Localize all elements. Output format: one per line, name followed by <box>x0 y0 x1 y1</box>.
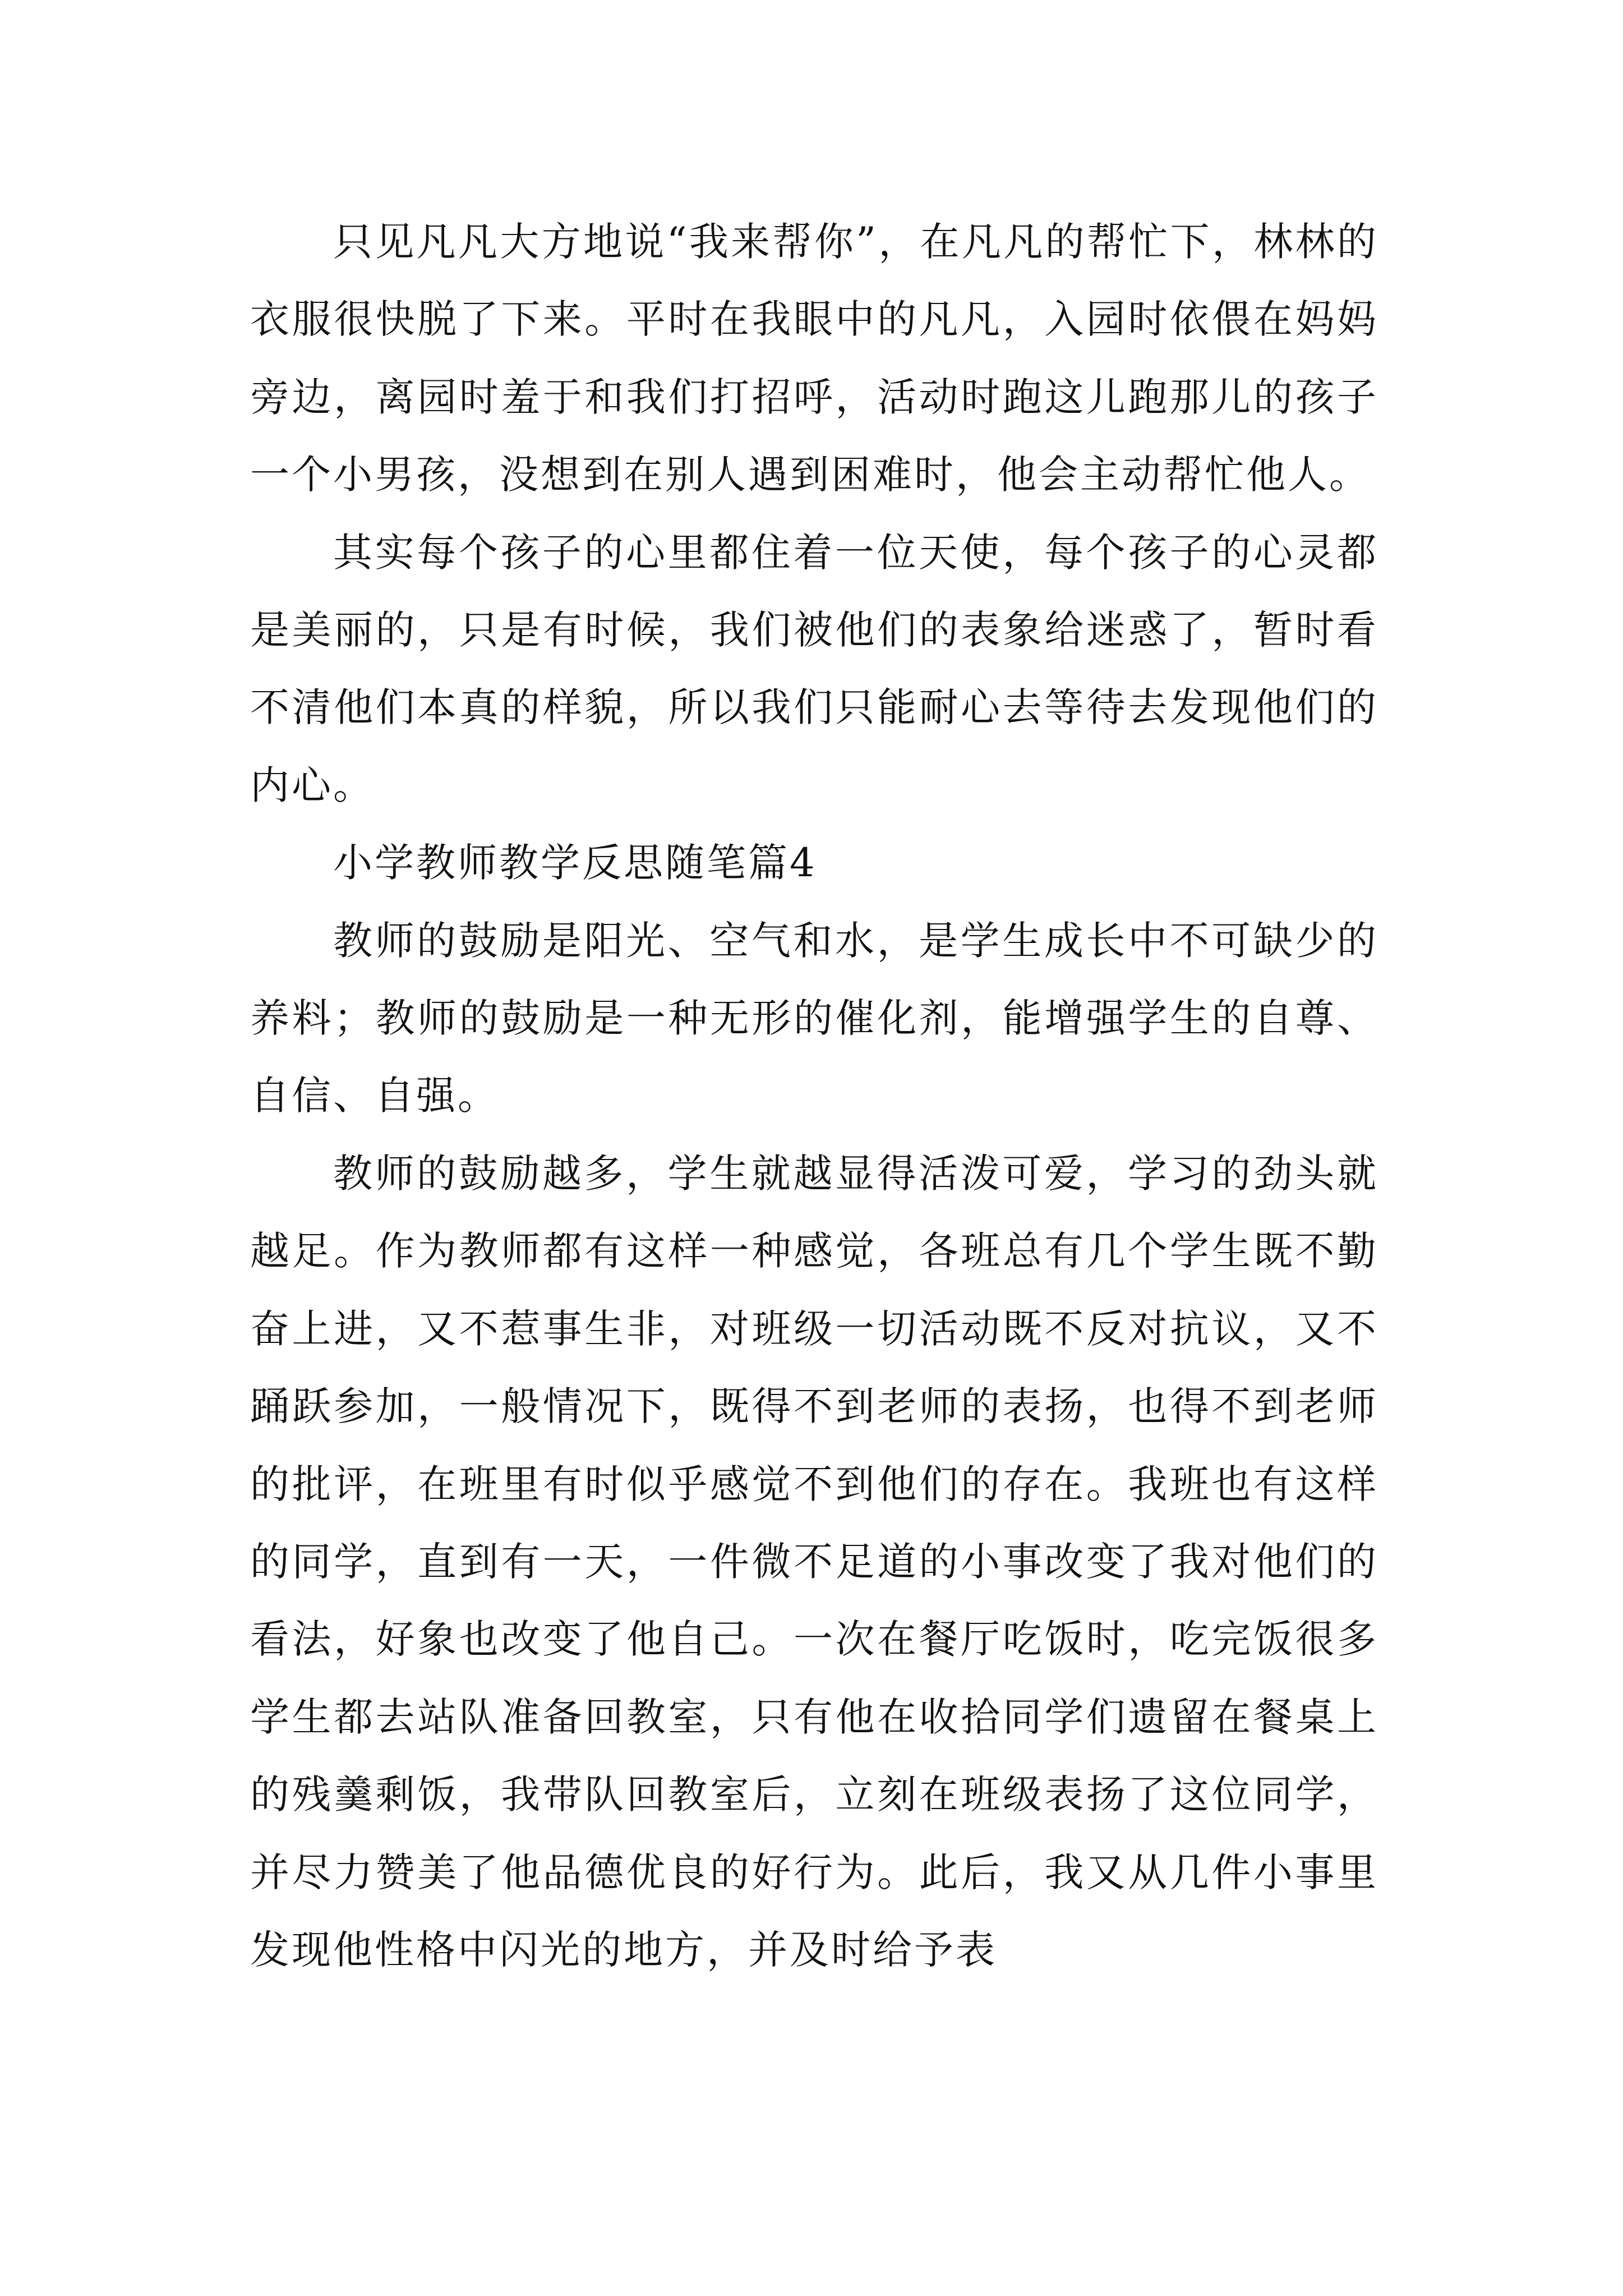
paragraph-3: 教师的鼓励是阳光、空气和水，是学生成长中不可缺少的养料；教师的鼓励是一种无形的催化剂，能增强学生的自尊、自信、自强。 <box>250 917 1378 1119</box>
section-heading: 小学教师教学反思随笔篇4 <box>333 840 817 886</box>
document-body <box>250 203 1378 1989</box>
paragraph-1: 只见凡凡大方地说“我来帮你”，在凡凡的帮忙下，林林的衣服很快脱了下来。平时在我眼中的凡凡，入园时依偎在妈妈旁边，离园时羞于和我们打招呼，活动时跑这儿跑那儿的孩子一个小男孩，没想到在别人遇到困难时，他会主动帮忙他人。 <box>250 219 1378 498</box>
paragraph-4: 教师的鼓励越多，学生就越显得活泼可爱，学习的劲头就越足。作为教师都有这样一种感觉，各班总有几个学生既不勤奋上进，又不惹事生非，对班级一切活动既不反对抗议，又不踊跃参加，一般情况下，既得不到老师的表扬，也得不到老师的批评，在班里有时似乎感觉不到他们的存在。我班也有这样的同学，直到有一天，一件微不足道的小事改变了我对他们的看法，好象也改变了他自己。一次在餐厅吃饭时，吃完饭很多学生都去站队准备回教室，只有他在收拾同学们遗留在餐桌上的残羹剩饭，我带队回教室后，立刻在班级表扬了这位同学，并尽力赞美了他品德优良的好行为。此后，我又从几件小事里发现他性格中闪光的地方，并及时给予表 <box>250 1150 1378 1973</box>
paragraph-2: 其实每个孩子的心里都住着一位天使，每个孩子的心灵都是美丽的，只是有时候，我们被他们的表象给迷惑了，暂时看不清他们本真的样貌，所以我们只能耐心去等待去发现他们的内心。 <box>250 529 1378 808</box>
